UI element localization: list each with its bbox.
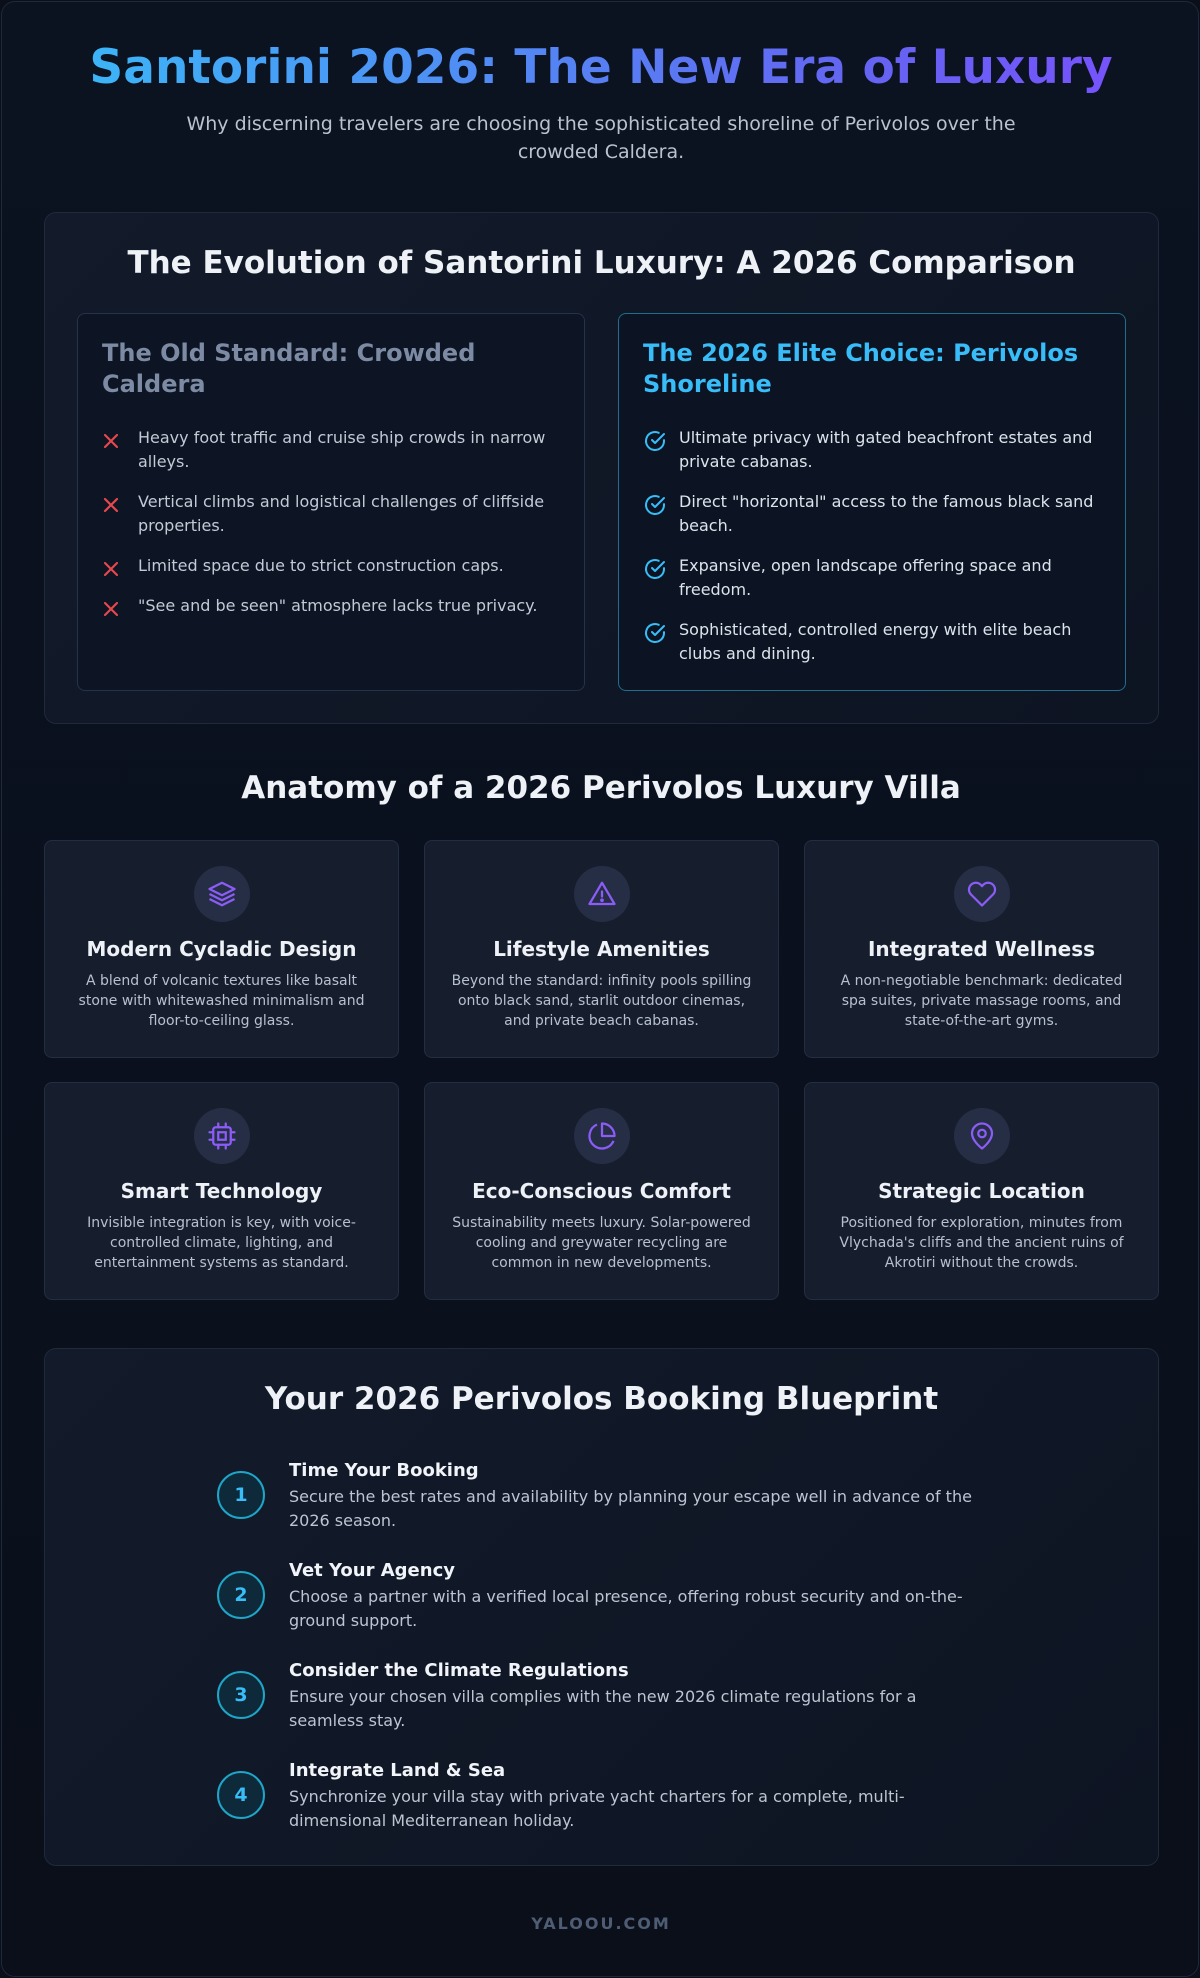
map-pin-icon bbox=[954, 1108, 1010, 1164]
feature-card bbox=[44, 840, 399, 1058]
elite-choice-column bbox=[618, 313, 1126, 691]
feature-card-title: Smart Technology bbox=[120, 1179, 323, 1203]
list-item bbox=[102, 594, 560, 618]
list-item bbox=[102, 426, 560, 474]
check-circle-icon bbox=[643, 618, 679, 642]
check-circle-icon bbox=[643, 426, 679, 450]
feature-card bbox=[804, 840, 1159, 1058]
step-number: 4 bbox=[217, 1771, 265, 1819]
list-item-text: Vertical climbs and logistical challenges of cliffside properties. bbox=[138, 492, 545, 535]
elite-choice-heading: The 2026 Elite Choice: Perivolos Shoreline bbox=[643, 339, 1079, 398]
feature-card bbox=[44, 1082, 399, 1300]
blueprint-step bbox=[217, 1659, 977, 1733]
blueprint-title: Your 2026 Perivolos Booking Blueprint bbox=[264, 1381, 939, 1417]
feature-card bbox=[424, 840, 779, 1058]
comparison-title: The Evolution of Santorini Luxury: A 2026 Comparison bbox=[127, 245, 1076, 281]
x-icon bbox=[102, 594, 138, 618]
blueprint-step bbox=[217, 1559, 977, 1633]
check-circle-icon bbox=[643, 554, 679, 578]
list-item bbox=[643, 554, 1101, 602]
feature-card-text: Invisible integration is key, with voice-controlled climate, lighting, and entertainment systems as standard. bbox=[87, 1215, 356, 1271]
hero bbox=[2, 38, 1200, 166]
list-item bbox=[102, 490, 560, 538]
list-item bbox=[643, 618, 1101, 666]
page-subtitle: Why discerning travelers are choosing the sophisticated shoreline of Perivolos over the crowded Caldera. bbox=[186, 113, 1016, 163]
elite-choice-list bbox=[643, 426, 1101, 666]
feature-card-text: A blend of volcanic textures like basalt stone with whitewashed minimalism and floor-to-ceiling glass. bbox=[78, 973, 365, 1029]
list-item bbox=[102, 554, 560, 578]
page-title: Santorini 2026: The New Era of Luxury bbox=[2, 38, 1200, 98]
feature-card-text: Beyond the standard: infinity pools spilling onto black sand, starlit outdoor cinemas, and private beach cabanas. bbox=[451, 973, 752, 1029]
blueprint-panel bbox=[44, 1348, 1159, 1866]
feature-card-title: Integrated Wellness bbox=[867, 937, 1096, 961]
feature-card-text: A non-negotiable benchmark: dedicated spa suites, private massage rooms, and state-of-the-art gyms. bbox=[840, 973, 1123, 1029]
step-text: Secure the best rates and availability by planning your escape well in advance of the 2026 season. bbox=[289, 1487, 972, 1530]
feature-card-title: Lifestyle Amenities bbox=[493, 937, 710, 961]
list-item bbox=[643, 490, 1101, 538]
list-item-text: Direct "horizontal" access to the famous black sand beach. bbox=[679, 492, 1094, 535]
list-item-text: Expansive, open landscape offering space and freedom. bbox=[679, 556, 1052, 599]
list-item bbox=[643, 426, 1101, 474]
cpu-chip-icon bbox=[194, 1108, 250, 1164]
heart-icon bbox=[954, 866, 1010, 922]
footer-brand[interactable]: YALOOU.COM bbox=[531, 1914, 671, 1933]
page bbox=[1, 1, 1199, 1977]
feature-card-title: Eco-Conscious Comfort bbox=[472, 1179, 731, 1203]
list-item-text: Sophisticated, controlled energy with elite beach clubs and dining. bbox=[679, 620, 1072, 663]
feature-card-text: Positioned for exploration, minutes from Vlychada's cliffs and the ancient ruins of Akrotiri without the crowds. bbox=[839, 1215, 1124, 1271]
feature-card-text: Sustainability meets luxury. Solar-powered cooling and greywater recycling are common in new developments. bbox=[452, 1215, 751, 1271]
anatomy-title: Anatomy of a 2026 Perivolos Luxury Villa bbox=[241, 770, 961, 806]
list-item-text: Heavy foot traffic and cruise ship crowds in narrow alleys. bbox=[138, 428, 546, 471]
pie-chart-icon bbox=[574, 1108, 630, 1164]
feature-card-title: Strategic Location bbox=[878, 1179, 1085, 1203]
feature-card bbox=[804, 1082, 1159, 1300]
step-text: Ensure your chosen villa complies with the new 2026 climate regulations for a seamless stay. bbox=[289, 1687, 917, 1730]
step-text: Choose a partner with a verified local presence, offering robust security and on-the-ground support. bbox=[289, 1587, 963, 1630]
x-icon bbox=[102, 554, 138, 578]
old-standard-column bbox=[77, 313, 585, 691]
step-number: 3 bbox=[217, 1671, 265, 1719]
step-title: Consider the Climate Regulations bbox=[289, 1660, 629, 1681]
list-item-text: Limited space due to strict construction caps. bbox=[138, 556, 504, 575]
list-item-text: Ultimate privacy with gated beachfront estates and private cabanas. bbox=[679, 428, 1093, 471]
layers-icon bbox=[194, 866, 250, 922]
list-item-text: "See and be seen" atmosphere lacks true privacy. bbox=[138, 596, 538, 615]
comparison-panel bbox=[44, 212, 1159, 724]
feature-card-title: Modern Cycladic Design bbox=[86, 937, 357, 961]
alert-triangle-icon bbox=[574, 866, 630, 922]
blueprint-step bbox=[217, 1759, 977, 1833]
step-title: Vet Your Agency bbox=[289, 1560, 455, 1581]
old-standard-list bbox=[102, 426, 560, 618]
step-number: 1 bbox=[217, 1471, 265, 1519]
old-standard-heading: The Old Standard: Crowded Caldera bbox=[102, 339, 476, 398]
x-icon bbox=[102, 490, 138, 514]
step-text: Synchronize your villa stay with private yacht charters for a complete, multi-dimensional Mediterranean holiday. bbox=[289, 1787, 905, 1830]
x-icon bbox=[102, 426, 138, 450]
feature-card bbox=[424, 1082, 779, 1300]
step-title: Time Your Booking bbox=[289, 1460, 479, 1481]
step-number: 2 bbox=[217, 1571, 265, 1619]
step-title: Integrate Land & Sea bbox=[289, 1760, 506, 1781]
blueprint-step bbox=[217, 1459, 977, 1533]
check-circle-icon bbox=[643, 490, 679, 514]
